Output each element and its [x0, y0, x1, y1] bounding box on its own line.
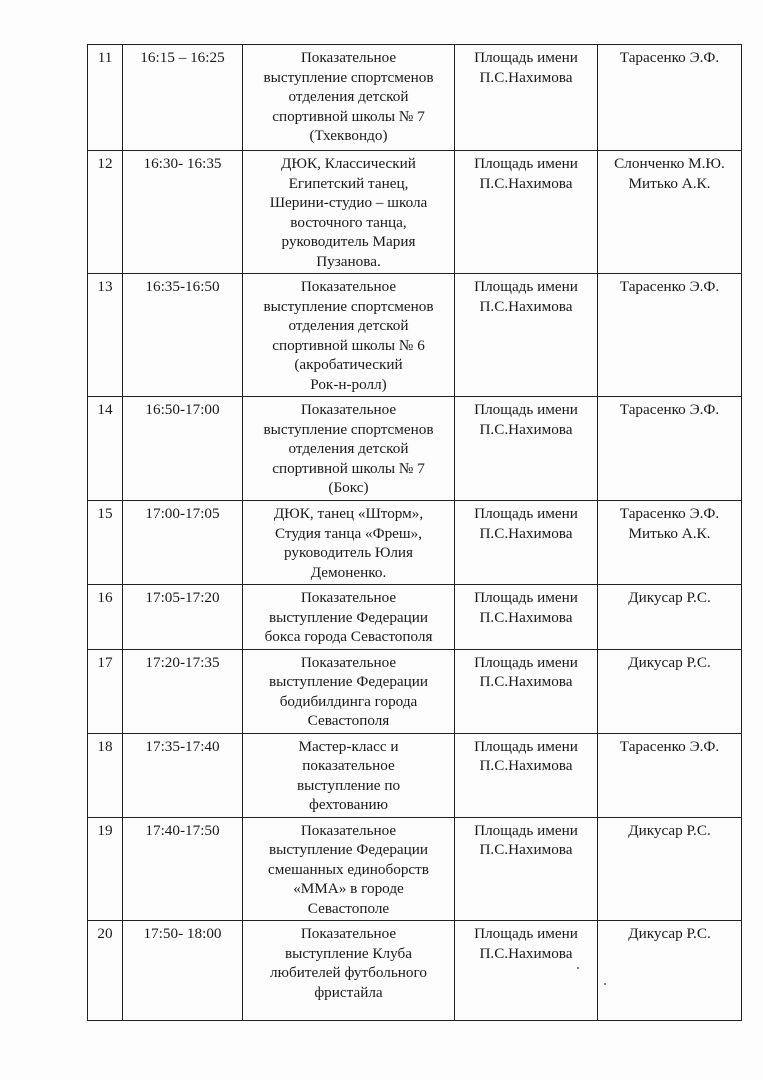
- responsible-person: [598, 397, 742, 501]
- responsible-person-line: Дикусар Р.С.: [628, 925, 711, 942]
- event-description-line: выступление спортсменов: [263, 68, 434, 86]
- event-description-line: показательное: [302, 757, 395, 774]
- event-description-line: «ММА» в городе: [293, 880, 404, 897]
- event-description: [243, 274, 455, 397]
- event-description-line: руководитель Мария: [281, 233, 416, 250]
- event-description-line: Показательное: [300, 49, 397, 66]
- event-description: [243, 45, 455, 151]
- event-location-line: Площадь имени: [474, 737, 578, 755]
- event-description-line: (Тхеквондо): [309, 127, 388, 144]
- event-location-line: П.С.Нахимова: [479, 524, 573, 542]
- responsible-person-line: Тарасенко Э.Ф.: [619, 737, 720, 755]
- table-row: [88, 501, 742, 585]
- event-description-line: Египетский танец,: [288, 174, 409, 192]
- event-location-line: Площадь имени: [474, 653, 578, 671]
- responsible-person: [598, 501, 742, 585]
- event-location-line: П.С.Нахимова: [479, 297, 573, 315]
- event-description-line: Показательное: [300, 653, 397, 671]
- responsible-person: [598, 274, 742, 397]
- time-range: 17:05-17:20: [123, 585, 243, 650]
- table-row: [88, 649, 742, 733]
- event-description-line: Пузанова.: [316, 252, 381, 270]
- event-description: [243, 501, 455, 585]
- responsible-person-line: Тарасенко Э.Ф.: [619, 278, 720, 295]
- time-range: 17:40-17:50: [123, 817, 243, 921]
- row-number: 12: [88, 151, 123, 274]
- event-description-line: Севастополе: [307, 899, 390, 917]
- event-description-line: выступление спортсменов: [263, 420, 434, 438]
- row-number: 14: [88, 397, 123, 501]
- responsible-person: [598, 151, 742, 274]
- event-location: [455, 817, 598, 921]
- table-row: [88, 585, 742, 650]
- table-row: [88, 151, 742, 274]
- event-location: [455, 733, 598, 817]
- event-location-line: Площадь имени: [474, 49, 578, 66]
- time-range: 17:50- 18:00: [123, 921, 243, 1021]
- event-location-line: П.С.Нахимова: [479, 757, 573, 774]
- event-description-line: выступление спортсменов: [263, 297, 434, 315]
- event-location-line: Площадь имени: [474, 505, 578, 522]
- event-location-line: Площадь имени: [474, 589, 578, 606]
- event-location-line: Площадь имени: [474, 401, 578, 418]
- responsible-person-line: Тарасенко Э.Ф.: [619, 401, 720, 418]
- table-row: [88, 45, 742, 151]
- event-description-line: Показательное: [300, 401, 397, 418]
- responsible-person-line: Слонченко М.Ю.: [614, 155, 725, 172]
- event-description-line: Показательное: [300, 821, 397, 839]
- event-description: [243, 397, 455, 501]
- row-number: 19: [88, 817, 123, 921]
- event-description: [243, 817, 455, 921]
- event-description-line: фристайла: [314, 983, 383, 1001]
- row-number: 13: [88, 274, 123, 397]
- scan-speck: [577, 967, 579, 969]
- event-description-line: Показательное: [300, 589, 397, 606]
- event-description-line: бокса города Севастополя: [264, 628, 433, 645]
- time-range: 16:50-17:00: [123, 397, 243, 501]
- event-location-line: П.С.Нахимова: [479, 420, 573, 438]
- event-location-line: Площадь имени: [474, 278, 578, 295]
- event-description-line: ДЮК, Классический: [281, 155, 416, 172]
- table-row: [88, 817, 742, 921]
- table-row: [88, 274, 742, 397]
- responsible-person: [598, 649, 742, 733]
- event-description-line: Демоненко.: [310, 563, 387, 581]
- event-description-line: Показательное: [300, 278, 397, 295]
- responsible-person: [598, 585, 742, 650]
- event-description-line: отделения детской: [288, 440, 409, 457]
- table-row: [88, 921, 742, 1021]
- event-description-line: фехтованию: [309, 796, 388, 813]
- responsible-person-line: Дикусар Р.С.: [628, 653, 711, 671]
- event-description-line: Мастер-класс и: [298, 737, 399, 755]
- time-range: 17:35-17:40: [123, 733, 243, 817]
- event-location-line: П.С.Нахимова: [479, 68, 573, 86]
- responsible-person-line: Тарасенко Э.Ф.: [619, 505, 720, 522]
- responsible-person-line: Дикусар Р.С.: [628, 821, 711, 839]
- event-description-line: ДЮК, танец «Шторм»,: [273, 505, 424, 522]
- event-location-line: П.С.Нахимова: [479, 841, 573, 858]
- responsible-person: [598, 733, 742, 817]
- event-location-line: П.С.Нахимова: [479, 944, 573, 962]
- time-range: 17:00-17:05: [123, 501, 243, 585]
- event-description-line: Рок-н-ролл): [310, 375, 387, 393]
- event-location: [455, 151, 598, 274]
- event-description: [243, 585, 455, 650]
- responsible-person-line: Митько А.К.: [628, 524, 711, 542]
- event-description: [243, 733, 455, 817]
- event-description-line: спортивной школы № 6: [272, 336, 425, 354]
- event-description-line: отделения детской: [288, 88, 409, 105]
- event-description-line: руководитель Юлия: [283, 544, 414, 561]
- event-location: [455, 649, 598, 733]
- responsible-person-line: Тарасенко Э.Ф.: [619, 49, 720, 66]
- event-description-line: отделения детской: [288, 317, 409, 334]
- time-range: 16:15 – 16:25: [123, 45, 243, 151]
- row-number: 16: [88, 585, 123, 650]
- event-description-line: выступление Клуба: [285, 944, 412, 962]
- table-row: [88, 397, 742, 501]
- event-description-line: выступление Федерации: [268, 673, 429, 690]
- row-number: 15: [88, 501, 123, 585]
- event-description-line: выступление Федерации: [268, 608, 429, 626]
- event-description-line: спортивной школы № 7: [272, 107, 425, 125]
- responsible-person-line: Митько А.К.: [628, 174, 711, 192]
- event-location: [455, 921, 598, 1021]
- event-location: [455, 274, 598, 397]
- event-description-line: любителей футбольного: [270, 964, 427, 981]
- row-number: 20: [88, 921, 123, 1021]
- event-location-line: П.С.Нахимова: [479, 673, 573, 690]
- event-description: [243, 151, 455, 274]
- event-description-line: Показательное: [300, 925, 397, 942]
- responsible-person: [598, 921, 742, 1021]
- event-location-line: Площадь имени: [474, 821, 578, 839]
- event-description-line: Севастополя: [307, 712, 390, 729]
- table-row: [88, 733, 742, 817]
- event-description: [243, 921, 455, 1021]
- event-location: [455, 501, 598, 585]
- event-description-line: Студия танца «Фреш»,: [274, 524, 422, 542]
- event-location-line: Площадь имени: [474, 925, 578, 942]
- event-description-line: (акробатический: [294, 356, 403, 373]
- row-number: 11: [88, 45, 123, 151]
- event-schedule-table: [87, 44, 742, 1021]
- schedule-table-body: [88, 45, 742, 1021]
- row-number: 18: [88, 733, 123, 817]
- event-description-line: бодибилдинга города: [279, 692, 418, 710]
- event-description-line: (Бокс): [328, 479, 369, 496]
- event-description: [243, 649, 455, 733]
- event-location-line: П.С.Нахимова: [479, 608, 573, 626]
- event-location: [455, 397, 598, 501]
- event-location: [455, 45, 598, 151]
- row-number: 17: [88, 649, 123, 733]
- event-description-line: выступление по: [296, 776, 401, 794]
- time-range: 17:20-17:35: [123, 649, 243, 733]
- event-description-line: смешанных единоборств: [268, 860, 429, 878]
- responsible-person: [598, 817, 742, 921]
- event-location-line: П.С.Нахимова: [479, 174, 573, 192]
- time-range: 16:30- 16:35: [123, 151, 243, 274]
- event-description-line: Шерини-студио – школа: [269, 194, 428, 211]
- event-location-line: Площадь имени: [474, 155, 578, 172]
- responsible-person: [598, 45, 742, 151]
- scan-speck: [604, 983, 606, 985]
- event-description-line: спортивной школы № 7: [272, 459, 425, 477]
- event-description-line: выступление Федерации: [268, 841, 429, 858]
- responsible-person-line: Дикусар Р.С.: [628, 589, 711, 606]
- event-description-line: восточного танца,: [290, 213, 407, 231]
- event-location: [455, 585, 598, 650]
- time-range: 16:35-16:50: [123, 274, 243, 397]
